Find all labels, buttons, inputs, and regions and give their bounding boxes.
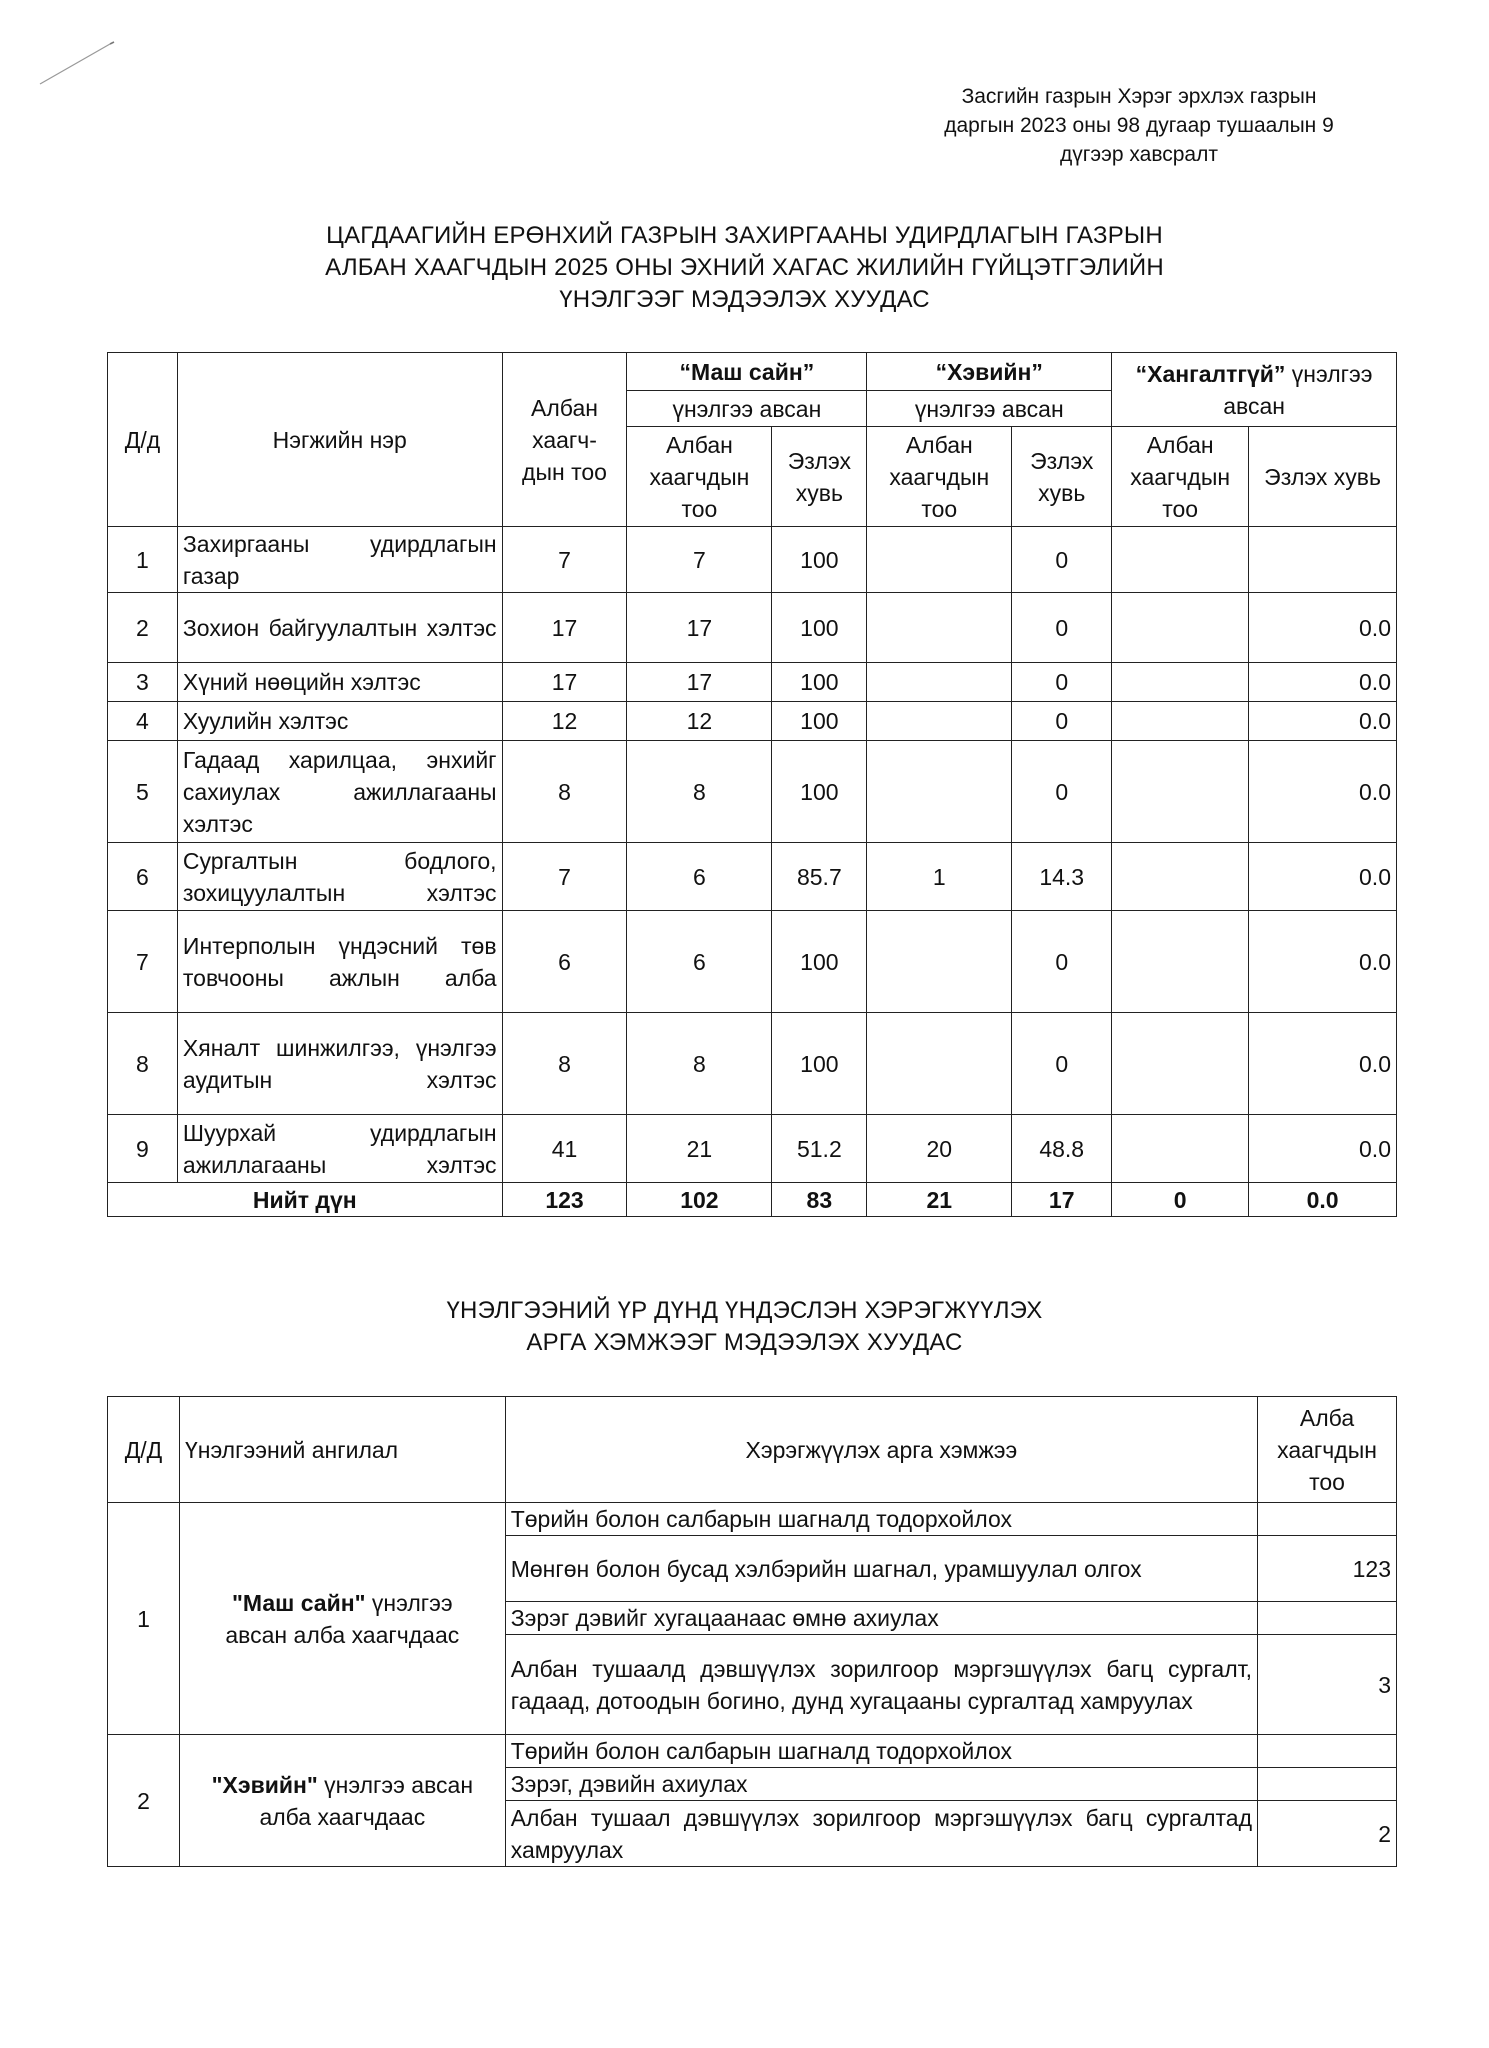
header-staff-count bbox=[502, 353, 627, 527]
row-excellent-count: 12 bbox=[627, 702, 772, 741]
row-excellent-count: 6 bbox=[627, 911, 772, 1013]
page-title bbox=[0, 220, 1489, 316]
total-excellent-share: 83 bbox=[772, 1183, 867, 1217]
header-count-line-2: хаагчдын bbox=[889, 463, 990, 490]
measure-item: Албан тушаал дэвшүүлэх зорилгоор мэргэшүүлэх багц сургалтад хамруулах bbox=[505, 1801, 1257, 1867]
row-staff: 12 bbox=[502, 702, 627, 741]
header-normal-sub: үнэлгээ авсан bbox=[867, 391, 1112, 427]
measure-count bbox=[1258, 1503, 1397, 1536]
table-row bbox=[108, 1013, 1397, 1115]
header-poor-quoted: “Хангалтгүй” bbox=[1135, 360, 1286, 387]
row-excellent-share: 100 bbox=[772, 702, 867, 741]
row-excellent-share: 100 bbox=[772, 1013, 867, 1115]
measure-item: Зэрэг, дэвийн ахиулах bbox=[505, 1768, 1257, 1801]
row-poor-share: 0.0 bbox=[1249, 911, 1397, 1013]
row-normal-share: 0 bbox=[1012, 527, 1112, 593]
row-staff: 6 bbox=[502, 911, 627, 1013]
group-no: 2 bbox=[108, 1735, 180, 1867]
row-excellent-count: 17 bbox=[627, 663, 772, 702]
row-normal-share: 0 bbox=[1012, 702, 1112, 741]
row-no: 6 bbox=[108, 843, 178, 911]
category-rest: үнэлгээ bbox=[365, 1589, 453, 1616]
header-no: Д/Д bbox=[108, 1397, 180, 1503]
header-share-line-2: хувь bbox=[795, 479, 843, 506]
row-normal-share: 14.3 bbox=[1012, 843, 1112, 911]
row-poor-count bbox=[1112, 702, 1249, 741]
total-normal-share: 17 bbox=[1012, 1183, 1112, 1217]
title-line-3: ҮНЭЛГЭЭГ МЭДЭЭЛЭХ ХУУДАС bbox=[559, 286, 930, 313]
annex-note bbox=[909, 82, 1369, 169]
row-staff: 8 bbox=[502, 1013, 627, 1115]
row-excellent-share: 85.7 bbox=[772, 843, 867, 911]
row-unit-name: Шуурхай удирдлагын ажиллагааны хэлтэс bbox=[177, 1115, 502, 1183]
row-normal-count: 20 bbox=[867, 1115, 1012, 1183]
row-no: 3 bbox=[108, 663, 178, 702]
total-row bbox=[108, 1183, 1397, 1217]
row-excellent-count: 8 bbox=[627, 741, 772, 843]
table-row bbox=[108, 843, 1397, 911]
measure-item: Зэрэг дэвийг хугацаанаас өмнө ахиулах bbox=[505, 1602, 1257, 1635]
row-excellent-share: 100 bbox=[772, 593, 867, 663]
row-normal-share: 0 bbox=[1012, 741, 1112, 843]
table-row bbox=[108, 741, 1397, 843]
row-poor-count bbox=[1112, 911, 1249, 1013]
row-poor-share: 0.0 bbox=[1249, 663, 1397, 702]
category-rest: үнэлгээ авсан bbox=[317, 1771, 474, 1798]
header-excellent-sub: үнэлгээ авсан bbox=[627, 391, 867, 427]
total-label: Нийт дүн bbox=[108, 1183, 503, 1217]
table-row bbox=[108, 1503, 1397, 1536]
total-excellent-count: 102 bbox=[627, 1183, 772, 1217]
row-staff: 7 bbox=[502, 843, 627, 911]
row-excellent-count: 21 bbox=[627, 1115, 772, 1183]
header-unit-name: Нэгжийн нэр bbox=[177, 353, 502, 527]
category-bold: "Маш сайн" bbox=[232, 1589, 366, 1616]
category-bold: "Хэвийн" bbox=[211, 1771, 318, 1798]
total-normal-count: 21 bbox=[867, 1183, 1012, 1217]
row-poor-count bbox=[1112, 741, 1249, 843]
row-unit-name: Хуулийн хэлтэс bbox=[177, 702, 502, 741]
row-normal-count bbox=[867, 1013, 1012, 1115]
row-normal-share: 0 bbox=[1012, 1013, 1112, 1115]
title-line-2: АЛБАН ХААГЧДЫН 2025 ОНЫ ЭХНИЙ ХАГАС ЖИЛИЙН ГҮЙЦЭТГЭЛИЙН bbox=[325, 254, 1164, 281]
row-poor-share bbox=[1249, 527, 1397, 593]
row-unit-name: Зохион байгуулалтын хэлтэс bbox=[177, 593, 502, 663]
header-count-line-2: хаагчдын bbox=[1277, 1436, 1377, 1463]
row-excellent-count: 7 bbox=[627, 527, 772, 593]
row-excellent-count: 6 bbox=[627, 843, 772, 911]
measure-count bbox=[1258, 1768, 1397, 1801]
row-unit-name: Хүний нөөцийн хэлтэс bbox=[177, 663, 502, 702]
row-staff: 41 bbox=[502, 1115, 627, 1183]
row-poor-count bbox=[1112, 843, 1249, 911]
row-poor-share: 0.0 bbox=[1249, 1115, 1397, 1183]
header-poor-rest: үнэлгээ bbox=[1285, 360, 1373, 387]
header-count-line-1: Албан bbox=[665, 431, 733, 458]
header-count-line-1: Албан bbox=[1146, 431, 1214, 458]
category-line-2: авсан алба хаагчдаас bbox=[225, 1621, 460, 1648]
row-staff: 7 bbox=[502, 527, 627, 593]
section-title bbox=[0, 1295, 1489, 1359]
row-normal-count bbox=[867, 911, 1012, 1013]
measure-count: 123 bbox=[1258, 1536, 1397, 1602]
row-excellent-share: 100 bbox=[772, 527, 867, 593]
row-poor-count bbox=[1112, 593, 1249, 663]
header-normal: “Хэвийн” bbox=[867, 353, 1112, 391]
category-line-2: алба хаагчдаас bbox=[259, 1803, 426, 1830]
row-unit-name: Захиргааны удирдлагын газар bbox=[177, 527, 502, 593]
header-no: Д/д bbox=[108, 353, 178, 527]
table-row bbox=[108, 663, 1397, 702]
measure-item: Төрийн болон салбарын шагналд тодорхойлох bbox=[505, 1735, 1257, 1768]
measures-table bbox=[107, 1396, 1397, 1867]
total-poor-count: 0 bbox=[1112, 1183, 1249, 1217]
row-unit-name: Интерполын үндэсний төв товчооны ажлын алба bbox=[177, 911, 502, 1013]
header-measures: Хэрэгжүүлэх арга хэмжээ bbox=[505, 1397, 1257, 1503]
row-normal-share: 48.8 bbox=[1012, 1115, 1112, 1183]
measure-count bbox=[1258, 1602, 1397, 1635]
table-row bbox=[108, 702, 1397, 741]
row-excellent-share: 100 bbox=[772, 911, 867, 1013]
row-no: 7 bbox=[108, 911, 178, 1013]
header-share-line-2: хувь bbox=[1038, 479, 1086, 506]
header-excellent-share bbox=[772, 427, 867, 527]
header-poor-sub: авсан bbox=[1223, 392, 1285, 419]
evaluation-table bbox=[107, 352, 1397, 1217]
header-excellent-count bbox=[627, 427, 772, 527]
row-poor-count bbox=[1112, 663, 1249, 702]
header-staff-line-1: Албан bbox=[531, 394, 598, 421]
row-poor-count bbox=[1112, 1013, 1249, 1115]
header-excellent: “Маш сайн” bbox=[627, 353, 867, 391]
row-excellent-count: 8 bbox=[627, 1013, 772, 1115]
row-normal-share: 0 bbox=[1012, 911, 1112, 1013]
row-excellent-count: 17 bbox=[627, 593, 772, 663]
header-count-line-1: Албан bbox=[905, 431, 973, 458]
measure-item: Албан тушаалд дэвшүүлэх зорилгоор мэргэшүүлэх багц сургалт, гадаад, дотоодын богино, дунд хугацааны сургалтад хамруулах bbox=[505, 1635, 1257, 1735]
row-unit-name: Сургалтын бодлого, зохицуулалтын хэлтэс bbox=[177, 843, 502, 911]
header-share-line-1: Эзлэх bbox=[787, 447, 851, 474]
row-excellent-share: 100 bbox=[772, 663, 867, 702]
header-category: Үнэлгээний ангилал bbox=[179, 1397, 505, 1503]
measure-count: 2 bbox=[1258, 1801, 1397, 1867]
group-category bbox=[179, 1503, 505, 1735]
header-staff-line-3: дын тоо bbox=[522, 458, 607, 485]
header-normal-count bbox=[867, 427, 1012, 527]
row-poor-share: 0.0 bbox=[1249, 593, 1397, 663]
annex-line-2: даргын 2023 оны 98 дугаар тушаалын 9 bbox=[944, 114, 1334, 137]
row-unit-name: Хяналт шинжилгээ, үнэлгээ аудитын хэлтэс bbox=[177, 1013, 502, 1115]
row-excellent-share: 51.2 bbox=[772, 1115, 867, 1183]
measure-count: 3 bbox=[1258, 1635, 1397, 1735]
row-no: 8 bbox=[108, 1013, 178, 1115]
row-normal-count bbox=[867, 702, 1012, 741]
row-poor-count bbox=[1112, 527, 1249, 593]
row-normal-share: 0 bbox=[1012, 593, 1112, 663]
table-row bbox=[108, 593, 1397, 663]
row-normal-count bbox=[867, 663, 1012, 702]
group-no: 1 bbox=[108, 1503, 180, 1735]
title-line-1: ЦАГДААГИЙН ЕРӨНХИЙ ГАЗРЫН ЗАХИРГААНЫ УДИРДЛАГЫН ГАЗРЫН bbox=[326, 222, 1163, 249]
row-no: 9 bbox=[108, 1115, 178, 1183]
header-count-line-1: Алба bbox=[1299, 1404, 1355, 1431]
measure-count bbox=[1258, 1735, 1397, 1768]
annex-line-3: дүгээр хавсралт bbox=[1060, 143, 1218, 166]
row-excellent-share: 100 bbox=[772, 741, 867, 843]
header-count-line-3: тоо bbox=[1309, 1468, 1345, 1495]
table-row bbox=[108, 1735, 1397, 1768]
header-count-line-2: хаагчдын bbox=[649, 463, 750, 490]
row-staff: 17 bbox=[502, 663, 627, 702]
header-count-line-3: тоо bbox=[921, 495, 958, 522]
table-row bbox=[108, 1115, 1397, 1183]
row-poor-share: 0.0 bbox=[1249, 741, 1397, 843]
row-normal-share: 0 bbox=[1012, 663, 1112, 702]
header-normal-share bbox=[1012, 427, 1112, 527]
section-title-line-2: АРГА ХЭМЖЭЭГ МЭДЭЭЛЭХ ХУУДАС bbox=[526, 1329, 963, 1356]
annex-line-1: Засгийн газрын Хэрэг эрхлэх газрын bbox=[961, 85, 1317, 108]
total-staff: 123 bbox=[502, 1183, 627, 1217]
row-no: 4 bbox=[108, 702, 178, 741]
header-share-line-1: Эзлэх bbox=[1030, 447, 1094, 474]
row-poor-share: 0.0 bbox=[1249, 843, 1397, 911]
row-no: 2 bbox=[108, 593, 178, 663]
header-count-line-3: тоо bbox=[1162, 495, 1199, 522]
row-normal-count bbox=[867, 741, 1012, 843]
row-normal-count bbox=[867, 527, 1012, 593]
row-no: 5 bbox=[108, 741, 178, 843]
header-staff-line-2: хаагч- bbox=[532, 426, 597, 453]
section-title-line-1: ҮНЭЛГЭЭНИЙ ҮР ДҮНД ҮНДЭСЛЭН ХЭРЭГЖҮҮЛЭХ bbox=[446, 1297, 1043, 1324]
total-poor-share: 0.0 bbox=[1249, 1183, 1397, 1217]
row-poor-share: 0.0 bbox=[1249, 1013, 1397, 1115]
row-staff: 17 bbox=[502, 593, 627, 663]
header-poor-count bbox=[1112, 427, 1249, 527]
table-row bbox=[108, 911, 1397, 1013]
header-staff-count bbox=[1258, 1397, 1397, 1503]
row-normal-count: 1 bbox=[867, 843, 1012, 911]
group-category bbox=[179, 1735, 505, 1867]
row-poor-share: 0.0 bbox=[1249, 702, 1397, 741]
table-row bbox=[108, 527, 1397, 593]
measure-item: Мөнгөн болон бусад хэлбэрийн шагнал, урамшуулал олгох bbox=[505, 1536, 1257, 1602]
pen-stroke-mark bbox=[38, 38, 118, 88]
measure-item: Төрийн болон салбарын шагналд тодорхойлох bbox=[505, 1503, 1257, 1536]
header-count-line-2: хаагчдын bbox=[1130, 463, 1231, 490]
header-poor-share: Эзлэх хувь bbox=[1249, 427, 1397, 527]
header-poor bbox=[1112, 353, 1397, 427]
row-normal-count bbox=[867, 593, 1012, 663]
header-count-line-3: тоо bbox=[681, 495, 718, 522]
row-staff: 8 bbox=[502, 741, 627, 843]
row-poor-count bbox=[1112, 1115, 1249, 1183]
row-unit-name: Гадаад харилцаа, энхийг сахиулах ажиллагааны хэлтэс bbox=[177, 741, 502, 843]
row-no: 1 bbox=[108, 527, 178, 593]
